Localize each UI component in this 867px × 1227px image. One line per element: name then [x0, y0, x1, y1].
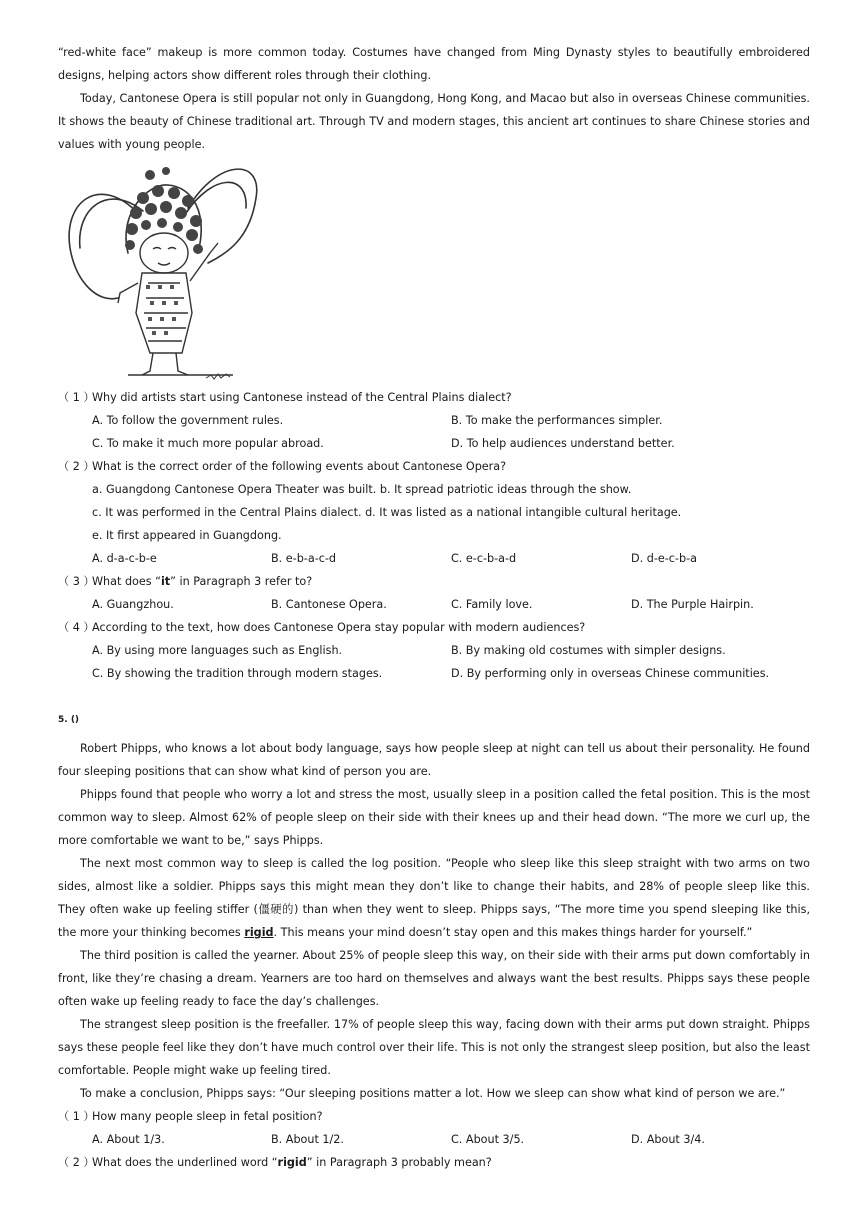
event-list-line: c. It was performed in the Central Plains dialect. d. It was listed as a national intangible cultural heritage. — [92, 506, 682, 519]
question-4 — [58, 616, 810, 639]
question-number: （ 2 ） — [58, 1156, 95, 1169]
paragraph-text: . This means your mind doesn’t stay open and this makes things harder for yourself.” — [273, 926, 753, 939]
option-a: A. About 1/3. — [92, 1133, 165, 1146]
option-c: C. To make it much more popular abroad. — [92, 437, 324, 450]
question-5-1 — [58, 1105, 810, 1128]
option-d: D. d-e-c-b-a — [631, 552, 697, 565]
option-c: C. Family love. — [451, 598, 533, 611]
question-number: （ 4 ） — [58, 621, 95, 634]
question-text: Why did artists start using Cantonese instead of the Central Plains dialect? — [92, 391, 512, 404]
option-a: A. To follow the government rules. — [92, 414, 284, 427]
question-text: What does the underlined word “ — [92, 1156, 278, 1169]
passage1-paragraph: Today, Cantonese Opera is still popular not only in Guangdong, Hong Kong, and Macao but also in overseas Chinese communities. It shows the beauty of Chinese traditional art. Through TV and modern stages, this ancient art continues to share Chinese stories and values with young people. — [58, 92, 810, 151]
option-b: B. Cantonese Opera. — [271, 598, 387, 611]
question-number: （ 2 ） — [58, 460, 95, 473]
question-text: How many people sleep in fetal position? — [92, 1110, 323, 1123]
option-d: D. About 3/4. — [631, 1133, 705, 1146]
option-c: C. By showing the tradition through modern stages. — [92, 667, 383, 680]
option-a: A. By using more languages such as English. — [92, 644, 343, 657]
question-text: ” in Paragraph 3 refer to? — [170, 575, 313, 588]
question-number: （ 3 ） — [58, 575, 95, 588]
passage2-paragraph: To make a conclusion, Phipps says: “Our sleeping positions matter a lot. How we sleep can show what kind of person we are.” — [80, 1087, 786, 1100]
option-a: A. Guangzhou. — [92, 598, 174, 611]
passage2-paragraph: Robert Phipps, who knows a lot about body language, says how people sleep at night can tell us about their personality. He found four sleeping positions that can show what kind of person you are. — [58, 742, 810, 778]
passage1-paragraph: “red-white face” makeup is more common today. Costumes have changed from Ming Dynasty styles to beautifully embroidered designs, helping actors show different roles through their clothing. — [58, 46, 810, 82]
opera-performer-illustration — [58, 153, 263, 385]
option-b: B. e-b-a-c-d — [271, 552, 337, 565]
question-5-2 — [58, 1151, 810, 1174]
passage2 — [58, 737, 810, 1105]
question-number: （ 1 ） — [58, 1110, 95, 1123]
question-text: What is the correct order of the following events about Cantonese Opera? — [92, 460, 507, 473]
section-number: 5. () — [58, 715, 80, 725]
option-a: A. d-a-c-b-e — [92, 552, 157, 565]
question-1 — [58, 386, 810, 409]
question-number: （ 1 ） — [58, 391, 95, 404]
option-b: B. About 1/2. — [271, 1133, 344, 1146]
question-2 — [58, 455, 810, 478]
passage2-paragraph: The third position is called the yearner. About 25% of people sleep this way, on their side with their arms put down comfortably in front, like they’re chasing a dream. Yearners are too hard on themselves and always want the best results. Phipps says these people often wake up feeling ready to face the day’s challenges. — [58, 949, 810, 1008]
option-d: D. To help audiences understand better. — [451, 437, 675, 450]
passage2-paragraph — [58, 852, 810, 944]
referenced-word: it — [160, 575, 171, 588]
referenced-word: rigid — [277, 1156, 307, 1169]
event-list-line: e. It first appeared in Guangdong. — [92, 529, 282, 542]
option-d: D. By performing only in overseas Chinese communities. — [451, 667, 770, 680]
event-list-line: a. Guangdong Cantonese Opera Theater was built. b. It spread patriotic ideas through the show. — [92, 483, 632, 496]
underlined-word: rigid — [244, 926, 274, 939]
passage2-paragraph: The strangest sleep position is the freefaller. 17% of people sleep this way, facing down with their arms put down straight. Phipps says these people feel like they don’t have much control over their life. This is not only the strangest sleep position, but also the least comfortable. People might wake up feeling tired. — [58, 1018, 810, 1077]
question-3 — [58, 570, 810, 593]
option-d: D. The Purple Hairpin. — [631, 598, 754, 611]
option-b: B. To make the performances simpler. — [451, 414, 663, 427]
question-text: ” in Paragraph 3 probably mean? — [306, 1156, 492, 1169]
question-text: According to the text, how does Cantonese Opera stay popular with modern audiences? — [92, 621, 586, 634]
paragraph-text: The next most common way to sleep is called the log position. “People who sleep like this sleep straight with two arms on two sides, almost like a soldier. Phipps says this might mean they don’t like to change their habits, and 28% of people sleep like this. They often wake up feeling stiffer (僵硬的) than when they went to sleep. Phipps says, “The more time you spend sleeping like this, the more your thinking becomes — [58, 857, 810, 939]
option-b: B. By making old costumes with simpler designs. — [451, 644, 726, 657]
passage2-paragraph: Phipps found that people who worry a lot and stress the most, usually sleep in a position called the fetal position. This is the most common way to sleep. Almost 62% of people sleep on their side with their knees up and their head down. “The more we curl up, the more comfortable we want to be,” says Phipps. — [58, 788, 810, 847]
question-text: What does “ — [92, 575, 161, 588]
option-c: C. e-c-b-a-d — [451, 552, 517, 565]
option-c: C. About 3/5. — [451, 1133, 525, 1146]
